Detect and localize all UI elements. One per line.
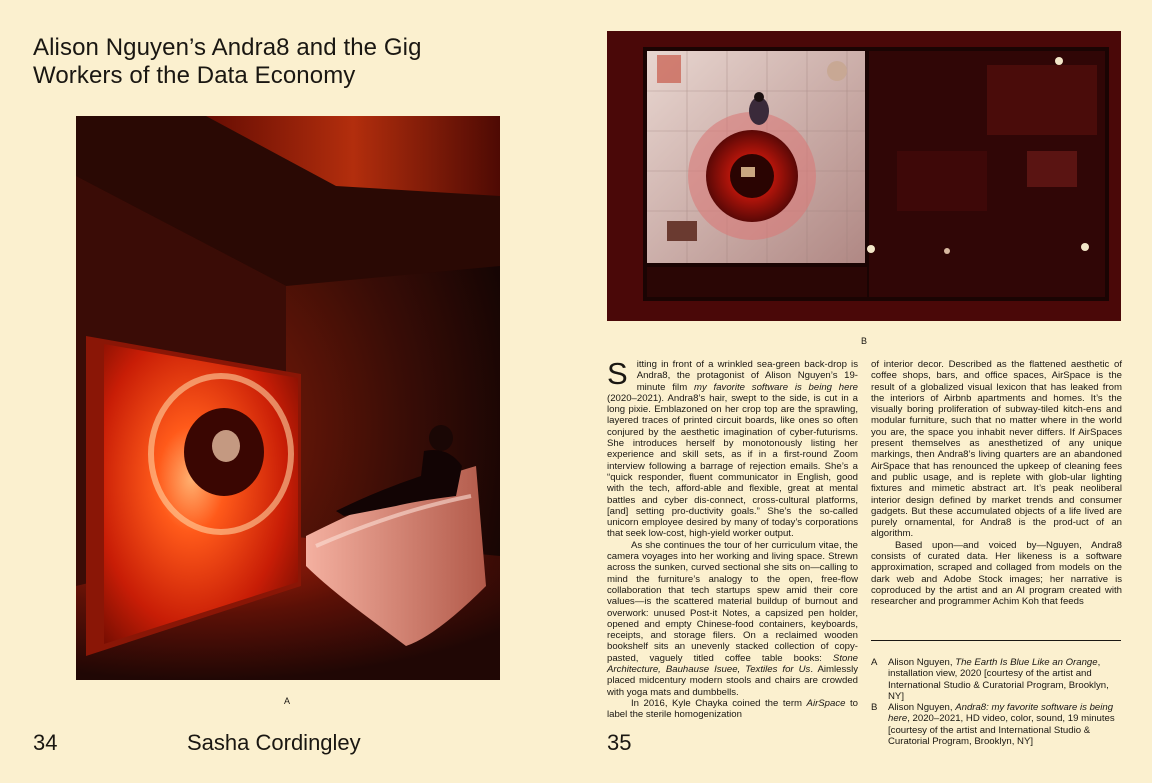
caption-details: , installation view, 2020 [courtesy of the artist and International Studio & Curatorial Program, Brooklyn, NY]: [888, 657, 1109, 702]
drop-cap: S: [607, 356, 628, 391]
page-number-right: 35: [607, 730, 632, 755]
figure-a-installation-photo: [76, 116, 500, 680]
caption-letter: A: [871, 657, 878, 668]
caption-work-title: Andra8: my favorite software is being here: [888, 702, 1114, 725]
caption-artist: Alison Nguyen,: [888, 657, 956, 668]
body-column-1: [607, 356, 858, 721]
figure-b-label: B: [861, 336, 868, 346]
caption-text: [888, 702, 1122, 747]
caption-work-title: The Earth Is Blue Like an Orange: [955, 657, 1098, 668]
figure-b-film-still: [607, 31, 1121, 321]
film-title: my favorite software is being here: [693, 381, 858, 393]
caption-details: , 2020–2021, HD video, color, sound, 19 minutes [courtesy of the artist and International Studio & Curatorial Program, Brooklyn, NY]: [888, 713, 1115, 748]
body-text: In 2016, Kyle Chayka coined the term: [631, 697, 807, 709]
caption-b: [871, 702, 1122, 747]
page-number-left: 34: [33, 730, 58, 755]
body-text: As she continues the tour of her curriculum vitae, the camera voyages into her working and living space. Strewn across the sunken, curved sectional she sits on—calling to mind the furniture’s analogy to the open, free-flow collaboration that tech startups spew amid their core values—is the scattered material buildup of burnout and overwork: unused Post-it Notes, a capsized pen holder, opened and empty Chinese-food containers, keyboards, receipts, and storage filers. On a reclaimed wooden bookshelf sits an unevenly stacked collection of copy-pasted, vaguely titled coffee table books:: [607, 539, 858, 664]
body-text: (2020–2021). Andra8’s hair, swept to the side, is cut in a long pixie. Emblazoned on her crop top are the sprawling, layered traces of printed circuit boards, like ones so often conjured by the aesthetic imagination of cyber-futurisms. She introduces herself by monotonously listing her experience and skill sets, as if in a first-round Zoom interview following a barrage of rejection emails. She’s a “quick responder, fluent communicator in English, good with the tech, afford-able and flexible, great at mental battles and cyber dis-connect, cross-cultural platforms, [and] setting pro-ductivity goals.” She’s the so-called unicorn employee desired by many of today’s corporations that seek low-cost, high-yield worker output.: [607, 392, 858, 540]
caption-letter: B: [871, 702, 878, 714]
caption-artist: Alison Nguyen,: [888, 702, 956, 714]
book-titles: Stone Architecture, Bauhause Isuee, Textiles for Us: [607, 652, 858, 676]
body-text: . Aimlessly placed midcentury modern stools and chairs are crowded with yoga mats and dumbbells.: [607, 664, 858, 698]
caption-text: [888, 657, 1122, 702]
body-text: Based upon—and voiced by—Nguyen, Andra8 consists of curated data. Her likeness is a software approximation, scraped and collaged from models on the dark web and Adobe Stock images; her narrative is coproduced by the artist and an AI program created with researcher and programmer Achim Koh that feeds: [871, 539, 1122, 608]
body-text: of interior decor. Described as the flattened aesthetic of coffee shops, bars, and office spaces, AirSpace is the result of a globalized visual lexicon that has leaked from the interiors of Airbnb apartments and homes. It’s the visually boring proliferation of subway-tiled kitch-ens and modular furniture, such that no matter where in the world you are, the space you inhabit never differs. If AirSpaces present themselves as anesthetized of any unique markings, then Andra8’s living quarters are an abandoned AirSpace that has renounced the upkeep of cleaning fees and public usage, and is replete with glob-ular lighting fixtures and mimetic abstract art. It’s peak neoliberal interior design defined by market trends and consumer gadgets. But these accumulated objects of a life lived are purely ornamental, for Andra8 is the prod-uct of an algorithm.: [871, 359, 1122, 540]
figure-captions: [871, 657, 1122, 747]
footnote-divider: [871, 640, 1121, 641]
body-text: itting in front of a wrinkled sea-green back-drop is Andra8, the protagonist of Alison Nguyen’s 19-minute film: [636, 359, 858, 393]
figure-a-label: A: [284, 696, 291, 706]
body-column-2: [871, 359, 1122, 608]
caption-a: [871, 657, 1122, 702]
term-airspace: AirSpace: [806, 697, 846, 709]
article-title: Alison Nguyen’s Andra8 and the Gig Workers of the Data Economy: [33, 34, 422, 89]
author-name: Sasha Cordingley: [187, 730, 361, 755]
body-text: to label the sterile homogenization: [607, 697, 858, 721]
